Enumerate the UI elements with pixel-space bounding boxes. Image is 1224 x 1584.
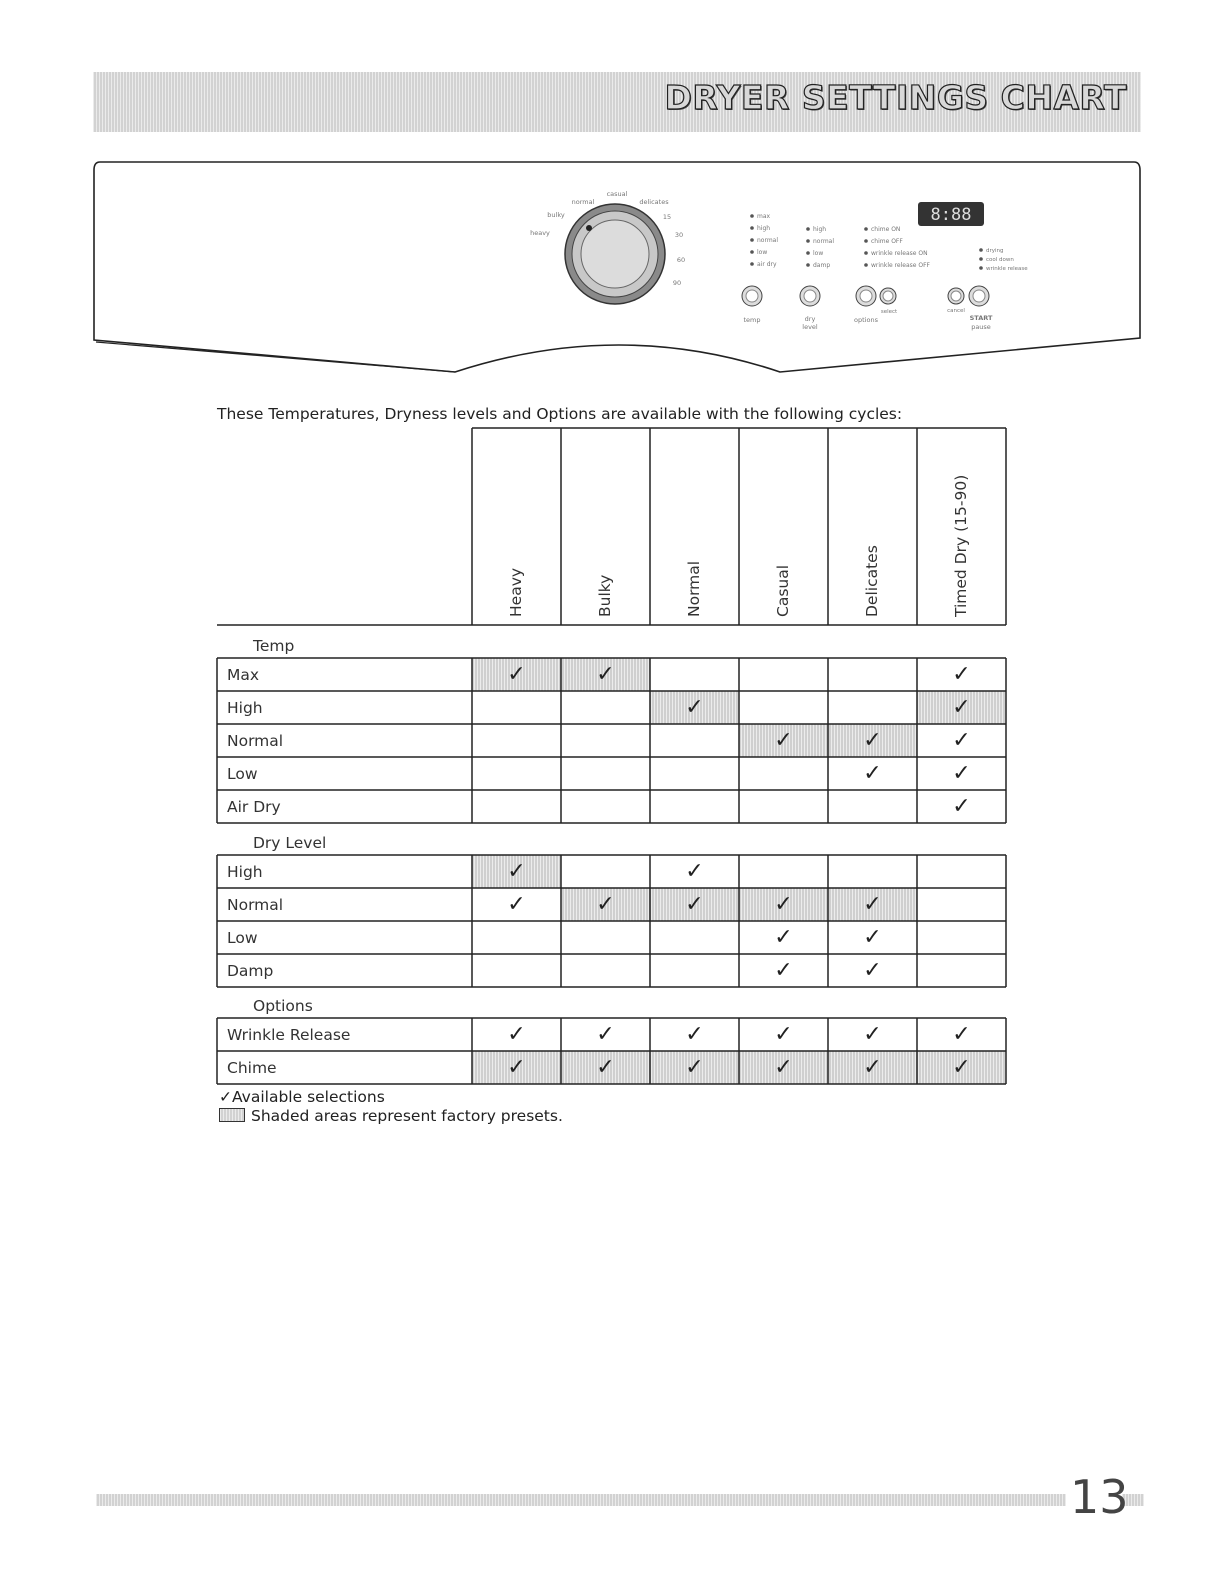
row-label-normal: Normal — [227, 732, 284, 750]
legend-shaded — [219, 1107, 563, 1125]
check-mark: ✓ — [774, 892, 793, 917]
temp-option-label: air dry — [757, 261, 777, 268]
temp-option-label: low — [757, 249, 768, 256]
dry-option-label: high — [813, 226, 827, 233]
check-mark: ✓ — [863, 892, 882, 917]
column-header-casual: Casual — [774, 564, 792, 617]
button-label-pause: pause — [971, 323, 991, 331]
status-label: wrinkle release — [986, 266, 1028, 272]
button-label-start: START — [969, 314, 993, 322]
check-mark: ✓ — [507, 892, 526, 917]
check-mark: ✓ — [596, 1022, 615, 1047]
column-header-timed-dry-15-90-: Timed Dry (15-90) — [952, 474, 970, 617]
row-label-low: Low — [227, 929, 258, 947]
row-label-max: Max — [227, 666, 260, 684]
row-label-air-dry: Air Dry — [227, 798, 281, 816]
check-mark: ✓ — [863, 1022, 882, 1047]
intro-text: These Temperatures, Dryness levels and Options are available with the following cycles: — [217, 405, 903, 423]
dial-label: bulky — [547, 211, 565, 219]
check-mark: ✓ — [774, 1022, 793, 1047]
legend-available: ✓Available selections — [219, 1088, 385, 1106]
check-mark: ✓ — [774, 1055, 793, 1080]
legend-shaded-text: Shaded areas represent factory presets. — [251, 1107, 563, 1125]
button-label-temp: temp — [743, 316, 761, 324]
check-mark: ✓ — [863, 1055, 882, 1080]
check-mark: ✓ — [952, 1022, 971, 1047]
dial-label: 15 — [662, 213, 672, 221]
check-mark: ✓ — [863, 925, 882, 950]
check-mark: ✓ — [596, 1055, 615, 1080]
dry-option-label: damp — [813, 262, 831, 269]
row-label-chime: Chime — [227, 1059, 277, 1077]
check-mark: ✓ — [863, 728, 882, 753]
temp-option-label: max — [757, 213, 771, 220]
page-number: 13 — [1070, 1470, 1129, 1524]
button-label-dry1: dry — [804, 315, 816, 323]
section-label-dry-level: Dry Level — [253, 834, 327, 852]
option-label: chime OFF — [871, 238, 903, 245]
page-title: DRYER SETTINGS CHART — [664, 78, 1127, 117]
column-header-bulky: Bulky — [596, 574, 614, 617]
section-label-temp: Temp — [253, 637, 295, 655]
check-mark: ✓ — [507, 1022, 526, 1047]
dial-label: 60 — [676, 256, 686, 264]
dry-option-label: normal — [813, 238, 835, 245]
dial-label: 30 — [674, 231, 684, 239]
check-mark: ✓ — [685, 892, 704, 917]
dial-label: delicates — [639, 198, 669, 206]
check-mark: ✓ — [685, 1055, 704, 1080]
check-mark: ✓ — [507, 1055, 526, 1080]
check-mark: ✓ — [596, 662, 615, 687]
check-mark: ✓ — [952, 1055, 971, 1080]
temp-option-label: normal — [757, 237, 779, 244]
legend-swatch — [219, 1108, 245, 1122]
section-label-options: Options — [253, 997, 313, 1015]
button-label-dry2: level — [802, 323, 818, 331]
check-mark: ✓ — [774, 925, 793, 950]
check-mark: ✓ — [952, 728, 971, 753]
check-mark: ✓ — [507, 662, 526, 687]
option-label: wrinkle release OFF — [871, 262, 930, 269]
dial-label: 90 — [672, 279, 682, 287]
dial-label: normal — [571, 198, 595, 206]
column-header-delicates: Delicates — [863, 545, 881, 617]
check-mark: ✓ — [507, 859, 526, 884]
column-header-heavy: Heavy — [507, 567, 525, 617]
temp-option-label: high — [757, 225, 771, 232]
check-mark: ✓ — [774, 728, 793, 753]
row-label-normal: Normal — [227, 896, 284, 914]
row-label-high: High — [227, 699, 263, 717]
column-header-normal: Normal — [685, 560, 703, 617]
button-label-options: options — [854, 316, 878, 324]
status-label: drying — [986, 248, 1004, 254]
check-mark: ✓ — [952, 695, 971, 720]
row-label-damp: Damp — [227, 962, 274, 980]
option-label: chime ON — [871, 226, 901, 233]
check-mark: ✓ — [952, 761, 971, 786]
status-label: cool down — [986, 257, 1014, 263]
check-mark: ✓ — [685, 859, 704, 884]
svg-text:8:88: 8:88 — [930, 205, 972, 225]
check-mark: ✓ — [685, 1022, 704, 1047]
option-label: wrinkle release ON — [871, 250, 928, 257]
check-mark: ✓ — [685, 695, 704, 720]
button-label-cancel: cancel — [947, 308, 965, 314]
row-label-wrinkle-release: Wrinkle Release — [227, 1026, 351, 1044]
check-mark: ✓ — [952, 794, 971, 819]
button-label-select: select — [880, 309, 898, 315]
check-mark: ✓ — [774, 958, 793, 983]
dial-label: casual — [606, 190, 628, 198]
check-mark: ✓ — [863, 958, 882, 983]
check-mark: ✓ — [952, 662, 971, 687]
check-mark: ✓ — [863, 761, 882, 786]
footer-bar — [96, 1494, 1066, 1506]
row-label-high: High — [227, 863, 263, 881]
row-label-low: Low — [227, 765, 258, 783]
dial-label: heavy — [530, 229, 550, 237]
check-mark: ✓ — [596, 892, 615, 917]
dry-option-label: low — [813, 250, 824, 257]
